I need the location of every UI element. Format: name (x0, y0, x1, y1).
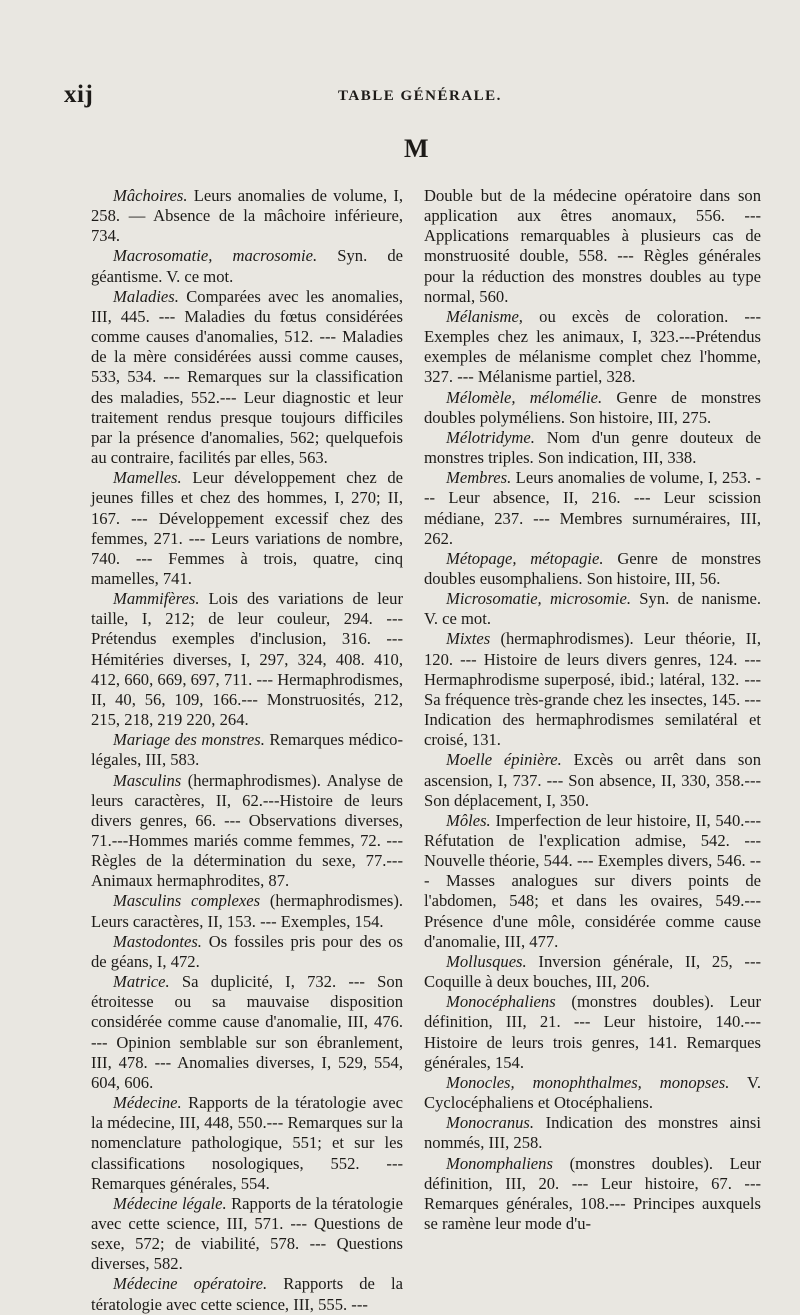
entry-heading: Mélanisme, (446, 306, 523, 326)
entry-text: Excès ou arrêt dans son ascension, I, 737. --- Son absence, II, 330, 358.--- Son déplacement, I, 350. (424, 750, 761, 810)
entry-heading: Macrosomatie, macrosomie. (113, 246, 318, 266)
index-entry (91, 287, 403, 468)
entry-heading: Masculins complexes (113, 891, 261, 911)
entry-heading: Mixtes (446, 629, 491, 649)
entry-text: Leurs anomalies de volume, I, 253. --- Leur absence, II, 216. --- Leur scission médiane, 237. --- Membres surnuméraires, III, 262. (424, 468, 761, 548)
entry-text: Genre de monstres doubles eusomphaliens. Son histoire, III, 56. (424, 548, 761, 588)
entry-text: (monstres doubles). Leur définition, III, 21. --- Leur histoire, 140.--- Histoire de leurs trois genres, 141. Remarques générales, 154. (424, 992, 761, 1072)
entry-heading: Microsomatie, microsomie. (446, 589, 631, 609)
entry-heading: Mammifères. (113, 589, 200, 609)
index-entry (424, 952, 761, 992)
index-entry (91, 186, 403, 246)
entry-heading: Métopage, métopagie. (446, 548, 604, 568)
index-entry (91, 468, 403, 589)
entry-text: Inversion générale, II, 25, --- Coquille à deux bouches, III, 206. (424, 951, 761, 992)
entry-text: Remarques médico-légales, III, 583. (91, 730, 403, 770)
index-entry (424, 186, 761, 307)
entry-text: Double but de la médecine opératoire dans son application aux êtres anomaux, 556. --- Applications remarquables à plusieurs cas de monstruosité double, 558. --- Règles générales pour la réduction des monstres doubles au type normal, 560. (424, 186, 761, 306)
entry-text: Rapports de la tératologie avec la médecine, III, 448, 550.--- Remarques sur la nomenclature pathologique, 551; et sur les classifications nosologiques, 552. ---Remarques générales, 554. (91, 1093, 403, 1193)
index-entry (424, 388, 761, 428)
index-entry (424, 1113, 761, 1153)
index-entry (91, 589, 403, 730)
entry-text: Leur développement chez de jeunes filles et chez des hommes, I, 270; II, 167. --- Développement excessif chez des femmes, 271. --- Leurs variations de nombre, 740. --- Femmes à trois, quatre, cinq mamelles, 741. (91, 468, 403, 588)
entry-heading: Môles. (446, 810, 491, 830)
entry-text: V. Cyclocéphaliens et Otocéphaliens. (424, 1072, 762, 1113)
entry-heading: Médecine. (113, 1093, 182, 1113)
index-entry (91, 1194, 403, 1275)
entry-text: Leurs anomalies de volume, I, 258. — Absence de la mâchoire inférieure, 734. (91, 186, 403, 246)
entry-heading: Médecine légale. (113, 1193, 227, 1213)
entry-heading: Monocranus. (446, 1113, 535, 1133)
entry-text: Rapports de la tératologie avec cette science, III, 571. --- Questions de sexe, 572; de viabilité, 578. --- Questions diverses, 582. (91, 1193, 403, 1274)
index-entry (424, 750, 761, 810)
entry-heading: Mariage des monstres. (113, 730, 265, 750)
section-letter: M (404, 134, 429, 163)
left-column (91, 186, 403, 1315)
index-entry (424, 1154, 761, 1235)
index-entry (91, 771, 403, 892)
index-entry (91, 246, 403, 286)
index-entry (424, 468, 761, 549)
right-column (424, 186, 761, 1234)
entry-text: (hermaphrodismes). Leur théorie, II, 120. --- Histoire de leurs divers genres, 124. --- Hermaphrodisme superposé, ibid.; latéral, 132. --- Sa fréquence très-grande chez les insectes, 145. --- Indication des hermaphrodismes semilatéral et croisé, 131. (424, 629, 761, 750)
entry-text: Syn. de nanisme. V. ce mot. (424, 589, 761, 629)
entry-heading: Médecine opératoire. (113, 1274, 268, 1294)
entry-heading: Moelle épinière. (446, 750, 562, 770)
entry-heading: Mâchoires. (113, 186, 188, 205)
index-entry (91, 730, 403, 770)
entry-heading: Mélomèle, mélomélie. (446, 387, 603, 407)
index-entry (424, 549, 761, 589)
index-entry (91, 932, 403, 972)
entry-text: Comparées avec les anomalies, III, 445. --- Maladies du fœtus considérées comme causes d'anomalies, 512. --- Maladies de la mère considérées aussi comme causes, 533, 534. --- Remarques sur la classification des maladies, 552.--- Leur diagnostic et leur traitement rendus presque toujours difficiles par la présence d'anomalies, 562; quelquefois au contraire, facilités par elles, 563. (91, 286, 403, 468)
entry-text: Indication des monstres ainsi nommés, III, 258. (424, 1113, 761, 1153)
entry-heading: Mollusques. (446, 951, 527, 971)
index-entry (91, 1274, 403, 1314)
entry-text: Rapports de la tératologie avec cette science, III, 555. --- (91, 1274, 403, 1314)
index-entry (424, 992, 761, 1073)
entry-heading: Monocles, monophthalmes, monopses. (446, 1072, 730, 1092)
entry-heading: Monocéphaliens (446, 992, 556, 1012)
entry-heading: Maladies. (113, 286, 179, 306)
running-head: TABLE GÉNÉRALE. (338, 88, 502, 104)
entry-text: (monstres doubles). Leur définition, III, 20. --- Leur histoire, 67. --- Remarques générales, 108.--- Principes auxquels se ramène leur mode d'u- (424, 1153, 761, 1233)
entry-text: Genre de monstres doubles polyméliens. Son histoire, III, 275. (424, 387, 761, 427)
index-entry (91, 972, 403, 1093)
index-entry (424, 1073, 761, 1113)
entry-text: Sa duplicité, I, 732. --- Son étroitesse ou sa mauvaise disposition considérée comme cause d'anomalie, III, 476. --- Opinion semblable sur son ébranlement, III, 478. --- Anomalies diverses, I, 529, 554, 604, 606. (91, 972, 403, 1092)
index-entry (424, 428, 761, 468)
index-entry (424, 307, 761, 388)
entry-heading: Mastodontes. (113, 931, 202, 951)
index-entry (424, 589, 761, 629)
entry-text: Lois des variations de leur taille, I, 212; de leur couleur, 294. --- Prétendus exemples d'inclusion, 316. ---Hémitéries diverses, I, 297, 324, 408. 410, 412, 660, 669, 697, 711. --- Hermaphrodismes, II, 40, 56, 109, 166.--- Monstruosités, 212, 215, 218, 219 220, 264. (91, 589, 403, 730)
entry-text: Imperfection de leur histoire, II, 540.--- Réfutation de l'explication admise, 542. --- Nouvelle théorie, 544. --- Exemples divers, 546. --- Masses analogues sur divers points de l'abdomen, 548; et dans les ovaires, 549.--- Présence d'une môle, considérée comme cause d'anomalie, III, 477. (424, 810, 761, 951)
entry-text: Nom d'un genre douteux de monstres triples. Son indication, III, 338. (424, 427, 761, 468)
entry-text: (hermaphrodismes). Leurs caractères, II, 153. --- Exemples, 154. (91, 891, 403, 931)
entry-heading: Masculins (113, 770, 182, 790)
page-number: xij (64, 81, 94, 108)
entry-heading: Monomphaliens (446, 1153, 553, 1173)
entry-text: ou excès de coloration. --- Exemples chez les animaux, I, 323.---Prétendus exemples de mélanisme complet chez l'homme, 327. --- Mélanisme partiel, 328. (424, 306, 761, 387)
index-entry (424, 629, 761, 750)
entry-heading: Mélotridyme. (446, 427, 535, 447)
index-entry (91, 891, 403, 931)
entry-text: Os fossiles pris pour des os de géans, I, 472. (91, 931, 403, 971)
entry-text: (hermaphrodismes). Analyse de leurs caractères, II, 62.---Histoire de leurs divers genres, 66. --- Observations diverses, 71.---Hommes mariés comme femmes, 72. --- Règles de la détermination du sexe, 77.--- Animaux hermaphrodites, 87. (91, 770, 403, 891)
entry-heading: Mamelles. (113, 468, 182, 488)
entry-heading: Membres. (446, 468, 512, 488)
index-entry (91, 1093, 403, 1194)
entry-heading: Matrice. (113, 972, 170, 992)
index-entry (424, 811, 761, 952)
entry-text: Syn. de géantisme. V. ce mot. (91, 246, 404, 286)
